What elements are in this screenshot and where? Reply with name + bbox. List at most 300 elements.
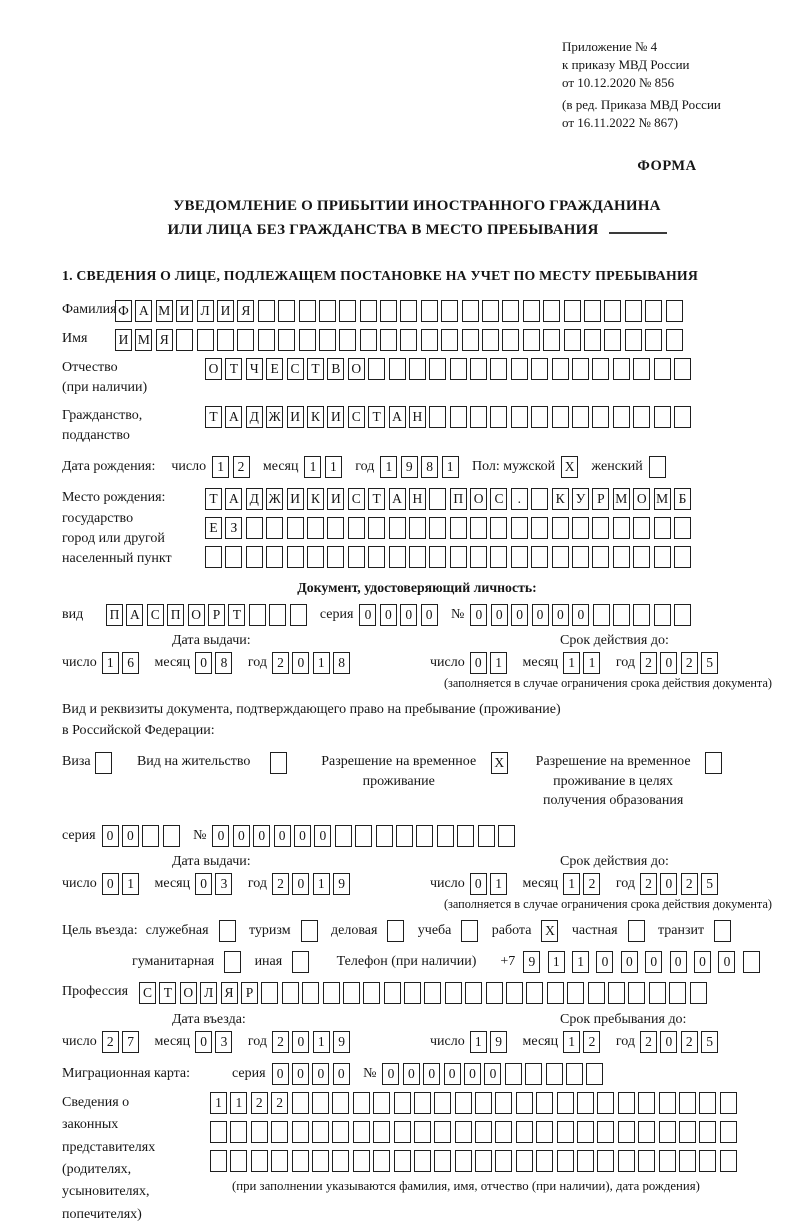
char-box[interactable] — [478, 825, 495, 847]
char-box[interactable] — [597, 1150, 614, 1172]
char-box[interactable] — [465, 982, 482, 1004]
char-box[interactable] — [409, 358, 426, 380]
char-box[interactable]: 1 — [442, 456, 459, 478]
char-box[interactable] — [490, 546, 507, 568]
char-box[interactable] — [368, 546, 385, 568]
char-box[interactable] — [604, 300, 621, 322]
char-box[interactable]: Е — [205, 517, 222, 539]
char-box[interactable]: 2 — [272, 1031, 289, 1053]
char-box[interactable] — [572, 546, 589, 568]
char-box[interactable] — [429, 546, 446, 568]
char-box[interactable] — [638, 1121, 655, 1143]
char-box[interactable] — [654, 406, 671, 428]
char-box[interactable] — [434, 1150, 451, 1172]
char-box[interactable]: 0 — [470, 604, 487, 626]
char-box[interactable] — [205, 546, 222, 568]
char-box[interactable] — [348, 517, 365, 539]
char-box[interactable] — [743, 951, 760, 973]
char-box[interactable]: Л — [200, 982, 217, 1004]
purpose-work-checkbox[interactable]: X — [541, 920, 558, 942]
char-box[interactable] — [645, 300, 662, 322]
char-box[interactable]: Т — [307, 358, 324, 380]
char-box[interactable]: 0 — [660, 652, 677, 674]
char-box[interactable]: М — [613, 488, 630, 510]
char-box[interactable]: А — [389, 406, 406, 428]
char-box[interactable]: Е — [266, 358, 283, 380]
char-box[interactable] — [176, 329, 193, 351]
sex-male-checkbox[interactable]: X — [561, 456, 578, 478]
char-box[interactable] — [638, 1092, 655, 1114]
char-box[interactable] — [625, 329, 642, 351]
char-box[interactable] — [470, 546, 487, 568]
char-box[interactable]: Л — [197, 300, 214, 322]
char-box[interactable]: Р — [592, 488, 609, 510]
purpose-tourism-checkbox[interactable] — [301, 920, 318, 942]
char-box[interactable]: М — [654, 488, 671, 510]
char-box[interactable] — [618, 1092, 635, 1114]
char-box[interactable] — [409, 546, 426, 568]
char-box[interactable] — [654, 604, 671, 626]
char-box[interactable] — [495, 1092, 512, 1114]
char-box[interactable] — [368, 517, 385, 539]
char-box[interactable] — [592, 358, 609, 380]
char-box[interactable] — [516, 1150, 533, 1172]
char-box[interactable] — [394, 1150, 411, 1172]
char-box[interactable] — [490, 358, 507, 380]
char-box[interactable] — [462, 329, 479, 351]
char-box[interactable]: Ж — [266, 406, 283, 428]
char-box[interactable] — [584, 329, 601, 351]
char-box[interactable]: 0 — [484, 1063, 501, 1085]
char-box[interactable]: 1 — [470, 1031, 487, 1053]
char-box[interactable] — [416, 825, 433, 847]
char-box[interactable] — [564, 329, 581, 351]
char-box[interactable]: Я — [221, 982, 238, 1004]
char-box[interactable]: 0 — [294, 825, 311, 847]
char-box[interactable] — [633, 406, 650, 428]
char-box[interactable]: С — [490, 488, 507, 510]
char-box[interactable] — [659, 1150, 676, 1172]
char-box[interactable] — [511, 517, 528, 539]
char-box[interactable]: Я — [237, 300, 254, 322]
char-box[interactable]: 9 — [333, 873, 350, 895]
char-box[interactable]: Т — [228, 604, 245, 626]
char-box[interactable] — [679, 1150, 696, 1172]
char-box[interactable] — [455, 1092, 472, 1114]
char-box[interactable]: 0 — [511, 604, 528, 626]
char-box[interactable] — [434, 1121, 451, 1143]
char-box[interactable] — [376, 825, 393, 847]
char-box[interactable] — [332, 1121, 349, 1143]
char-box[interactable]: 0 — [491, 604, 508, 626]
char-box[interactable]: Ж — [266, 488, 283, 510]
char-box[interactable] — [526, 982, 543, 1004]
char-box[interactable] — [564, 300, 581, 322]
char-box[interactable] — [531, 546, 548, 568]
char-box[interactable]: 0 — [660, 873, 677, 895]
char-box[interactable] — [482, 300, 499, 322]
char-box[interactable] — [163, 825, 180, 847]
char-box[interactable] — [343, 982, 360, 1004]
char-box[interactable]: И — [287, 488, 304, 510]
char-box[interactable] — [258, 329, 275, 351]
char-box[interactable]: 0 — [621, 951, 638, 973]
char-box[interactable] — [475, 1150, 492, 1172]
char-box[interactable] — [659, 1092, 676, 1114]
char-box[interactable]: Ф — [115, 300, 132, 322]
char-box[interactable] — [323, 982, 340, 1004]
char-box[interactable] — [225, 546, 242, 568]
char-box[interactable]: 0 — [292, 652, 309, 674]
char-box[interactable] — [674, 517, 691, 539]
char-box[interactable]: 2 — [272, 652, 289, 674]
char-box[interactable]: 2 — [271, 1092, 288, 1114]
char-box[interactable]: 0 — [292, 1031, 309, 1053]
char-box[interactable] — [210, 1150, 227, 1172]
char-box[interactable] — [142, 825, 159, 847]
char-box[interactable]: 8 — [215, 652, 232, 674]
char-box[interactable]: И — [176, 300, 193, 322]
char-box[interactable] — [380, 300, 397, 322]
char-box[interactable] — [566, 1063, 583, 1085]
char-box[interactable] — [278, 300, 295, 322]
char-box[interactable] — [353, 1092, 370, 1114]
char-box[interactable]: 2 — [681, 873, 698, 895]
char-box[interactable] — [437, 825, 454, 847]
char-box[interactable]: И — [217, 300, 234, 322]
char-box[interactable] — [674, 406, 691, 428]
char-box[interactable] — [312, 1121, 329, 1143]
char-box[interactable]: 9 — [333, 1031, 350, 1053]
char-box[interactable]: 0 — [470, 652, 487, 674]
char-box[interactable] — [400, 300, 417, 322]
char-box[interactable] — [531, 358, 548, 380]
char-box[interactable] — [645, 329, 662, 351]
char-box[interactable] — [511, 546, 528, 568]
purpose-humanitarian-checkbox[interactable] — [224, 951, 241, 973]
char-box[interactable]: 2 — [640, 873, 657, 895]
char-box[interactable] — [679, 1121, 696, 1143]
char-box[interactable] — [633, 546, 650, 568]
char-box[interactable]: С — [348, 488, 365, 510]
char-box[interactable]: О — [470, 488, 487, 510]
temp-residence-education-checkbox[interactable] — [705, 752, 722, 774]
char-box[interactable] — [258, 300, 275, 322]
char-box[interactable] — [557, 1092, 574, 1114]
char-box[interactable] — [400, 329, 417, 351]
char-box[interactable]: 0 — [333, 1063, 350, 1085]
char-box[interactable] — [604, 329, 621, 351]
char-box[interactable] — [299, 300, 316, 322]
char-box[interactable] — [654, 358, 671, 380]
char-box[interactable] — [450, 517, 467, 539]
char-box[interactable]: 5 — [701, 873, 718, 895]
char-box[interactable]: С — [139, 982, 156, 1004]
char-box[interactable]: 1 — [583, 652, 600, 674]
char-box[interactable] — [292, 1092, 309, 1114]
char-box[interactable] — [197, 329, 214, 351]
char-box[interactable] — [593, 604, 610, 626]
char-box[interactable] — [495, 1121, 512, 1143]
char-box[interactable]: 0 — [312, 1063, 329, 1085]
char-box[interactable]: 3 — [215, 1031, 232, 1053]
char-box[interactable]: 0 — [359, 604, 376, 626]
char-box[interactable] — [271, 1150, 288, 1172]
char-box[interactable] — [421, 300, 438, 322]
char-box[interactable]: А — [225, 488, 242, 510]
char-box[interactable]: 2 — [681, 652, 698, 674]
char-box[interactable]: А — [135, 300, 152, 322]
char-box[interactable] — [506, 982, 523, 1004]
char-box[interactable]: 1 — [313, 873, 330, 895]
char-box[interactable] — [251, 1150, 268, 1172]
char-box[interactable] — [396, 825, 413, 847]
char-box[interactable] — [613, 358, 630, 380]
char-box[interactable] — [720, 1150, 737, 1172]
char-box[interactable]: 1 — [313, 652, 330, 674]
char-box[interactable] — [414, 1092, 431, 1114]
char-box[interactable] — [335, 825, 352, 847]
char-box[interactable] — [625, 300, 642, 322]
char-box[interactable]: 1 — [325, 456, 342, 478]
char-box[interactable]: 0 — [102, 873, 119, 895]
char-box[interactable]: О — [348, 358, 365, 380]
char-box[interactable] — [674, 358, 691, 380]
char-box[interactable] — [307, 517, 324, 539]
char-box[interactable] — [720, 1092, 737, 1114]
purpose-other-checkbox[interactable] — [292, 951, 309, 973]
char-box[interactable]: И — [115, 329, 132, 351]
char-box[interactable]: 0 — [195, 873, 212, 895]
char-box[interactable]: У — [572, 488, 589, 510]
char-box[interactable]: 0 — [464, 1063, 481, 1085]
char-box[interactable] — [720, 1121, 737, 1143]
char-box[interactable] — [666, 300, 683, 322]
char-box[interactable] — [339, 329, 356, 351]
char-box[interactable]: 0 — [195, 652, 212, 674]
char-box[interactable] — [495, 1150, 512, 1172]
char-box[interactable] — [502, 300, 519, 322]
char-box[interactable]: К — [552, 488, 569, 510]
char-box[interactable] — [348, 546, 365, 568]
char-box[interactable] — [638, 1150, 655, 1172]
char-box[interactable] — [531, 406, 548, 428]
char-box[interactable] — [319, 300, 336, 322]
char-box[interactable] — [543, 329, 560, 351]
char-box[interactable] — [511, 358, 528, 380]
char-box[interactable] — [567, 982, 584, 1004]
char-box[interactable] — [547, 982, 564, 1004]
char-box[interactable]: 0 — [253, 825, 270, 847]
char-box[interactable]: 0 — [421, 604, 438, 626]
char-box[interactable] — [613, 546, 630, 568]
char-box[interactable]: 1 — [212, 456, 229, 478]
char-box[interactable] — [552, 406, 569, 428]
char-box[interactable] — [441, 329, 458, 351]
char-box[interactable] — [251, 1121, 268, 1143]
char-box[interactable]: Ч — [246, 358, 263, 380]
char-box[interactable]: 1 — [563, 652, 580, 674]
char-box[interactable]: А — [389, 488, 406, 510]
char-box[interactable] — [633, 358, 650, 380]
char-box[interactable] — [572, 517, 589, 539]
char-box[interactable] — [429, 517, 446, 539]
char-box[interactable]: 8 — [333, 652, 350, 674]
char-box[interactable]: 2 — [251, 1092, 268, 1114]
char-box[interactable] — [210, 1121, 227, 1143]
char-box[interactable]: 1 — [313, 1031, 330, 1053]
char-box[interactable]: 0 — [274, 825, 291, 847]
char-box[interactable]: 1 — [490, 652, 507, 674]
char-box[interactable]: Б — [674, 488, 691, 510]
purpose-study-checkbox[interactable] — [461, 920, 478, 942]
char-box[interactable] — [457, 825, 474, 847]
char-box[interactable] — [424, 982, 441, 1004]
char-box[interactable]: О — [180, 982, 197, 1004]
char-box[interactable]: 0 — [380, 604, 397, 626]
char-box[interactable] — [299, 329, 316, 351]
char-box[interactable]: 3 — [215, 873, 232, 895]
char-box[interactable]: Т — [368, 406, 385, 428]
char-box[interactable]: 2 — [583, 1031, 600, 1053]
char-box[interactable] — [421, 329, 438, 351]
char-box[interactable]: 0 — [572, 604, 589, 626]
char-box[interactable] — [246, 517, 263, 539]
char-box[interactable]: П — [167, 604, 184, 626]
char-box[interactable] — [287, 546, 304, 568]
residence-permit-checkbox[interactable] — [270, 752, 287, 774]
char-box[interactable] — [368, 358, 385, 380]
char-box[interactable] — [450, 546, 467, 568]
char-box[interactable] — [490, 517, 507, 539]
char-box[interactable] — [271, 1121, 288, 1143]
char-box[interactable]: 2 — [583, 873, 600, 895]
char-box[interactable]: 9 — [490, 1031, 507, 1053]
char-box[interactable] — [482, 329, 499, 351]
char-box[interactable]: 0 — [403, 1063, 420, 1085]
char-box[interactable] — [380, 329, 397, 351]
char-box[interactable] — [332, 1092, 349, 1114]
char-box[interactable] — [237, 329, 254, 351]
char-box[interactable]: П — [106, 604, 123, 626]
char-box[interactable]: 1 — [102, 652, 119, 674]
char-box[interactable]: 1 — [230, 1092, 247, 1114]
char-box[interactable] — [618, 1121, 635, 1143]
char-box[interactable]: 0 — [444, 1063, 461, 1085]
char-box[interactable]: Р — [208, 604, 225, 626]
char-box[interactable] — [613, 406, 630, 428]
char-box[interactable] — [552, 546, 569, 568]
char-box[interactable]: Т — [205, 406, 222, 428]
char-box[interactable]: 0 — [532, 604, 549, 626]
char-box[interactable]: Д — [246, 488, 263, 510]
char-box[interactable]: М — [135, 329, 152, 351]
char-box[interactable] — [536, 1092, 553, 1114]
char-box[interactable] — [307, 546, 324, 568]
char-box[interactable] — [546, 1063, 563, 1085]
char-box[interactable]: 2 — [640, 652, 657, 674]
char-box[interactable] — [490, 406, 507, 428]
char-box[interactable]: Т — [368, 488, 385, 510]
char-box[interactable]: 0 — [292, 873, 309, 895]
char-box[interactable] — [353, 1121, 370, 1143]
char-box[interactable] — [649, 982, 666, 1004]
char-box[interactable] — [353, 1150, 370, 1172]
char-box[interactable]: 9 — [523, 951, 540, 973]
char-box[interactable]: 0 — [718, 951, 735, 973]
char-box[interactable]: 9 — [401, 456, 418, 478]
char-box[interactable] — [389, 546, 406, 568]
char-box[interactable] — [699, 1150, 716, 1172]
char-box[interactable] — [230, 1121, 247, 1143]
char-box[interactable]: 0 — [272, 1063, 289, 1085]
char-box[interactable]: О — [188, 604, 205, 626]
char-box[interactable]: 0 — [382, 1063, 399, 1085]
char-box[interactable] — [628, 982, 645, 1004]
char-box[interactable]: А — [126, 604, 143, 626]
char-box[interactable]: 1 — [548, 951, 565, 973]
char-box[interactable] — [531, 488, 548, 510]
char-box[interactable] — [475, 1092, 492, 1114]
char-box[interactable]: 0 — [292, 1063, 309, 1085]
purpose-official-checkbox[interactable] — [219, 920, 236, 942]
char-box[interactable]: И — [327, 488, 344, 510]
char-box[interactable]: 0 — [212, 825, 229, 847]
char-box[interactable] — [302, 982, 319, 1004]
char-box[interactable] — [516, 1121, 533, 1143]
char-box[interactable] — [441, 300, 458, 322]
char-box[interactable]: С — [287, 358, 304, 380]
char-box[interactable] — [319, 329, 336, 351]
char-box[interactable]: К — [307, 406, 324, 428]
char-box[interactable]: 5 — [701, 1031, 718, 1053]
char-box[interactable]: 0 — [423, 1063, 440, 1085]
char-box[interactable] — [525, 1063, 542, 1085]
char-box[interactable] — [674, 546, 691, 568]
char-box[interactable] — [269, 604, 286, 626]
char-box[interactable] — [409, 517, 426, 539]
char-box[interactable] — [608, 982, 625, 1004]
char-box[interactable] — [516, 1092, 533, 1114]
char-box[interactable]: Т — [205, 488, 222, 510]
char-box[interactable]: 1 — [563, 1031, 580, 1053]
char-box[interactable] — [613, 517, 630, 539]
char-box[interactable] — [445, 982, 462, 1004]
char-box[interactable]: 1 — [210, 1092, 227, 1114]
char-box[interactable]: 0 — [400, 604, 417, 626]
char-box[interactable] — [404, 982, 421, 1004]
char-box[interactable]: 0 — [645, 951, 662, 973]
char-box[interactable] — [654, 517, 671, 539]
char-box[interactable] — [470, 517, 487, 539]
char-box[interactable] — [450, 358, 467, 380]
char-box[interactable]: О — [205, 358, 222, 380]
char-box[interactable] — [633, 604, 650, 626]
char-box[interactable] — [389, 517, 406, 539]
char-box[interactable] — [674, 604, 691, 626]
char-box[interactable]: Я — [156, 329, 173, 351]
char-box[interactable] — [266, 517, 283, 539]
char-box[interactable] — [287, 517, 304, 539]
char-box[interactable] — [355, 825, 372, 847]
char-box[interactable] — [414, 1121, 431, 1143]
char-box[interactable]: 1 — [122, 873, 139, 895]
char-box[interactable]: С — [348, 406, 365, 428]
purpose-private-checkbox[interactable] — [628, 920, 645, 942]
char-box[interactable] — [666, 329, 683, 351]
char-box[interactable] — [475, 1121, 492, 1143]
char-box[interactable]: 1 — [304, 456, 321, 478]
